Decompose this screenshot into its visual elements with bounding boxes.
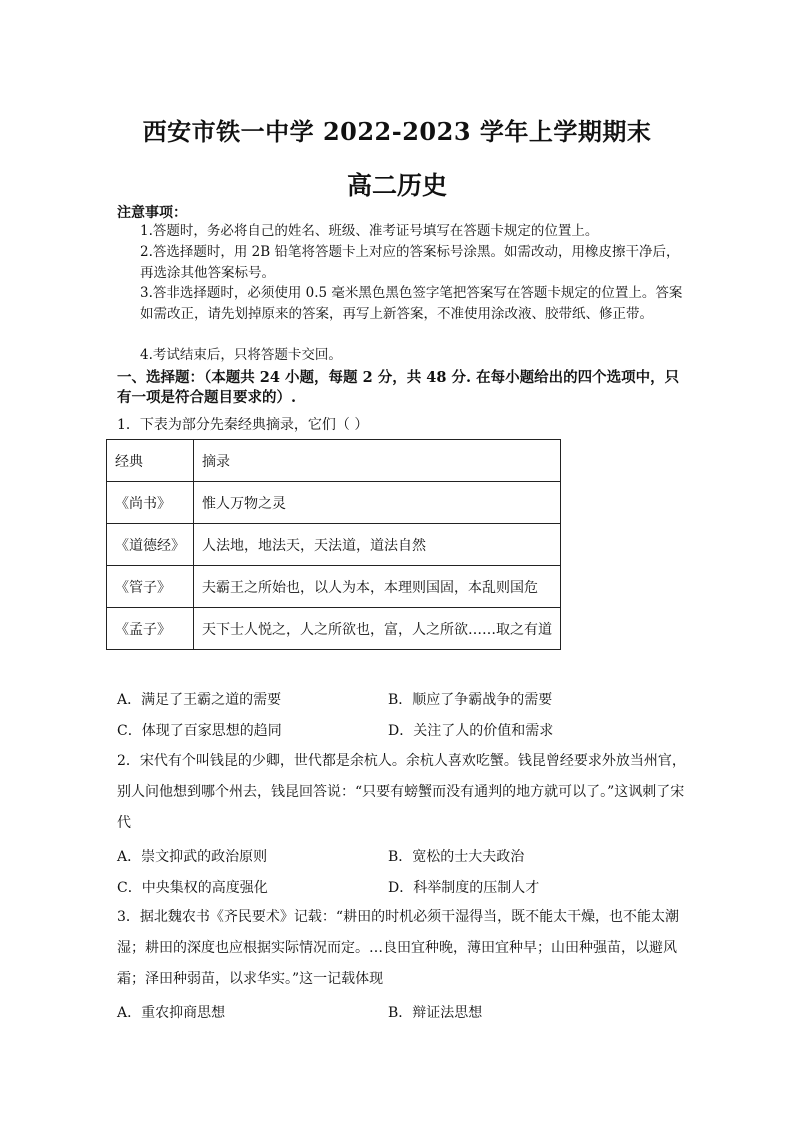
- notice-item-2: 2.答选择题时，用 2B 铅笔将答题卡上对应的答案标号涂黑。如需改动，用橡皮擦干净后，再选涂其他答案标号。: [140, 244, 680, 281]
- table-row: [107, 608, 561, 650]
- table-cell-excerpt: 夫霸王之所始也，以人为本，本理则国固，本乱则国危: [194, 566, 561, 608]
- question-3-option-b: B．辩证法思想: [388, 1005, 483, 1021]
- exam-subject: 高二历史: [346, 171, 447, 200]
- table-header-cell: 经典: [107, 440, 194, 482]
- table-cell-book: 《道德经》: [107, 524, 194, 566]
- table-cell-excerpt: 人法地，地法天，天法道，道法自然: [194, 524, 561, 566]
- table-row: [107, 524, 561, 566]
- table-row: [107, 566, 561, 608]
- question-2-stem: 2．宋代有个叫钱昆的少卿，世代都是余杭人。余杭人喜欢吃蟹。钱昆曾经要求外放当州官，别人问他想到哪个州去，钱昆回答说：“只要有螃蟹而没有通判的地方就可以了。”这讽刺了宋代: [117, 753, 686, 831]
- question-1-option-c: C．体现了百家思想的趋同: [117, 723, 282, 739]
- notice-item-4: 4.考试结束后，只将答题卡交回。: [140, 347, 342, 363]
- table-header-cell: 摘录: [194, 440, 561, 482]
- question-2-option-a: A．崇文抑武的政治原则: [117, 849, 268, 865]
- question-3-option-a: A．重农抑商思想: [117, 1005, 226, 1021]
- question-1-option-b: B．顺应了争霸战争的需要: [388, 692, 553, 708]
- question-1-option-d: D．关注了人的价值和需求: [388, 723, 554, 739]
- question-2-option-c: C．中央集权的高度强化: [117, 880, 268, 896]
- notice-item-1: 1.答题时，务必将自己的姓名、班级、准考证号填写在答题卡规定的位置上。: [140, 223, 599, 239]
- table-row: [107, 482, 561, 524]
- notice-heading: 注意事项：: [117, 205, 187, 221]
- question-1-stem: 1．下表为部分先秦经典摘录，它们（ ）: [117, 417, 369, 433]
- question-1-option-a: A．满足了王霸之道的需要: [117, 692, 282, 708]
- notice-item-3: 3.答非选择题时，必须使用 0.5 毫米黑色黑色签字笔把答案写在答题卡规定的位置上。答案如需改正，请先划掉原来的答案，再写上新答案，不准使用涂改液、胶带纸、修正带。: [140, 285, 683, 322]
- table-cell-book: 《孟子》: [107, 608, 194, 650]
- question-2-option-b: B．宽松的士大夫政治: [388, 849, 525, 865]
- exam-title: 西安市铁一中学 2022-2023 学年上学期期末: [142, 117, 652, 146]
- table-cell-excerpt: 惟人万物之灵: [194, 482, 561, 524]
- section-heading: 一、选择题：（本题共 24 小题，每题 2 分，共 48 分. 在每小题给出的四个选项中，只有一项是符合题目要求的）.: [117, 369, 680, 406]
- table-cell-excerpt: 天下士人悦之，人之所欲也，富，人之所欲……取之有道: [194, 608, 561, 650]
- table-cell-book: 《管子》: [107, 566, 194, 608]
- question-3-stem: 3．据北魏农书《齐民要术》记载：“耕田的时机必须干湿得当，既不能太干燥，也不能太潮湿；耕田的深度也应根据实际情况而定。…良田宜种晚，薄田宜种早；山田种强苗，以避风霜；泽田种弱苗，以求华实。”这一记载体现: [117, 909, 680, 987]
- question-2-option-d: D．科举制度的压制人才: [388, 880, 540, 896]
- table-cell-book: 《尚书》: [107, 482, 194, 524]
- classics-table: [106, 439, 561, 650]
- table-header-row: [107, 440, 561, 482]
